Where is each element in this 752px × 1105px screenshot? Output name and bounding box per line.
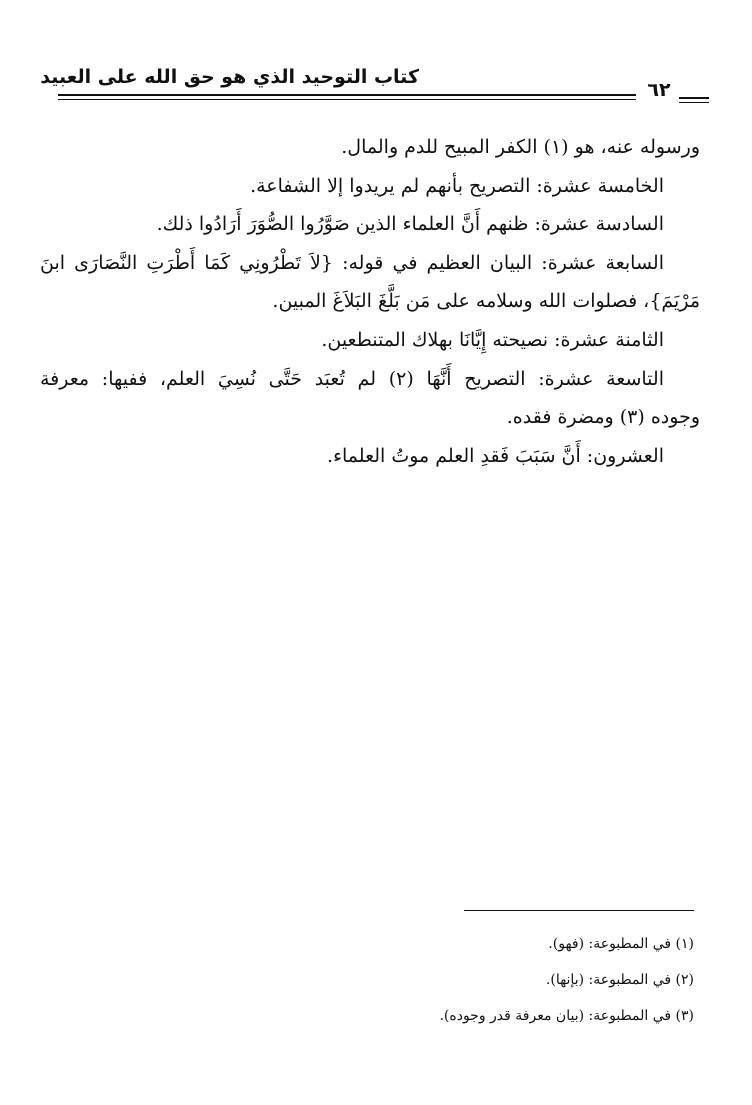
header-rule-short-bottom bbox=[679, 102, 709, 103]
header-rule-short-top bbox=[679, 97, 709, 99]
footnote: (٣) في المطبوعة: (بيان معرفة قدر وجوده). bbox=[439, 1008, 694, 1024]
text-line: السادسة عشرة: ظنهم أَنَّ العلماء الذين صَوَّرُوا الصُّوَرَ أَرَادُوا ذلك. bbox=[156, 213, 664, 236]
text-line: التاسعة عشرة: التصريح أَنَّهَا (٢) لم تُعبَد حَتَّى نُسِيَ العلم، ففيها: معرفة bbox=[40, 367, 664, 390]
footnote: (٢) في المطبوعة: (بإنها). bbox=[545, 972, 694, 988]
main-text bbox=[40, 128, 700, 475]
running-title: كتاب التوحيد الذي هو حق الله على العبيد bbox=[40, 66, 419, 88]
text-line: الخامسة عشرة: التصريح بأنهم لم يريدوا إلا الشفاعة. bbox=[250, 174, 664, 197]
text-line: ورسوله عنه، هو (١) الكفر المبيح للدم والمال. bbox=[341, 136, 700, 158]
footnote: (١) في المطبوعة: (فهو). bbox=[548, 936, 694, 952]
footnote-separator bbox=[464, 910, 694, 911]
header-rule-long-bottom bbox=[58, 99, 636, 100]
page-number: ٦٢ bbox=[647, 79, 671, 101]
text-line: مَرْيَمَ}، فصلوات الله وسلامه على مَن بَلَّغَ البَلاَغَ المبين. bbox=[272, 290, 700, 313]
text-line: السابعة عشرة: البيان العظيم في قوله: {لاَ تَطْرُونِي كَمَا أَطْرَتِ النَّصَارَى ابنَ bbox=[40, 251, 664, 274]
text-line: الثامنة عشرة: نصيحته إِيَّانَا بهلاك المتنطعين. bbox=[321, 328, 664, 351]
text-line: وجوده (٣) ومضرة فقده. bbox=[506, 406, 700, 429]
text-line: العشرون: أَنَّ سَبَبَ فَقدِ العلم موتُ العلماء. bbox=[327, 444, 664, 467]
header-rule-long-top bbox=[58, 94, 636, 96]
footnotes bbox=[300, 926, 694, 1034]
